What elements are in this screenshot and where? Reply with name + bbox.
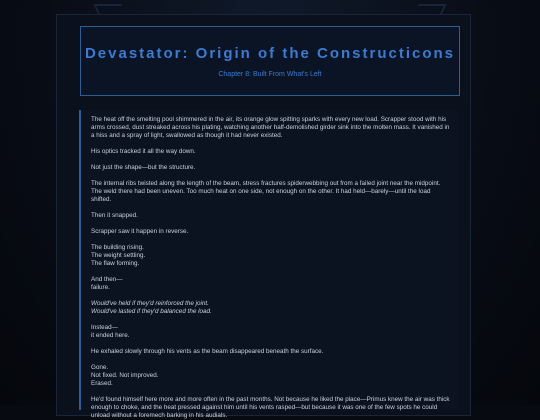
story-line: failure. <box>91 284 110 291</box>
story-line: Not fixed. Not improved. <box>91 372 159 379</box>
story-line: Would've held if they'd reinforced the joint. <box>91 300 209 307</box>
story-paragraph <box>91 324 451 340</box>
story-paragraph <box>91 300 451 316</box>
story-line: Would've lasted if they'd balanced the load. <box>91 308 212 315</box>
chapter-subtitle: Chapter 8: Built From What's Left <box>218 71 322 78</box>
chapter-header <box>80 26 460 96</box>
story-line: Not just the shape—but the structure. <box>91 164 196 171</box>
story-line: Gone. <box>91 364 109 371</box>
story-line: He'd found himself here more and more often in the past months. Not because he liked the place—Primus knew the air was thick enough to choke, and the heat pressed against him until his vents rasped—but because it was one of the few spots he could unload without a foremech barking in his audials. <box>91 396 450 419</box>
story-line: He exhaled slowly through his vents as the beam disappeared beneath the surface. <box>91 348 324 355</box>
story-line: Erased. <box>91 380 113 387</box>
story-line: it ended here. <box>91 332 130 339</box>
story-text <box>79 110 459 419</box>
story-line: Instead— <box>91 324 118 331</box>
story-paragraph <box>91 348 451 356</box>
story-line: The building rising. <box>91 244 144 251</box>
story-paragraph <box>91 228 451 236</box>
story-paragraph <box>91 396 451 420</box>
story-title: Devastator: Origin of the Constructicons <box>84 45 456 62</box>
story-line: His optics tracked it all the way down. <box>91 148 196 155</box>
story-paragraph <box>91 180 451 204</box>
story-line: Scrapper saw it happen in reverse. <box>91 228 189 235</box>
story-line: The flaw forming. <box>91 260 140 267</box>
story-line: The weight settling. <box>91 252 146 259</box>
story-paragraph <box>91 276 451 292</box>
story-line: The heat off the smelting pool shimmered in the air, its orange glow spitting sparks with every new load. Scrapper stood with his arms crossed, dust streaked across his plating, watching another half-demolished girder sink into the molten mass. It vanished in a hiss and a spray of light, swallowed as though it had never existed. <box>91 116 450 139</box>
story-paragraph <box>91 148 451 156</box>
story-paragraph <box>91 164 451 172</box>
story-paragraph <box>91 244 451 268</box>
story-paragraph <box>91 212 451 220</box>
story-paragraph <box>91 364 451 388</box>
story-paragraph <box>91 116 451 140</box>
story-line: Then it snapped. <box>91 212 138 219</box>
story-line: And then— <box>91 276 123 283</box>
story-line: The internal ribs twisted along the length of the beam, stress fractures spiderwebbing out from a failed joint near the midpoint. The weld there had been uneven. Too much heat on one side, not enough on the other. It had held—barely—until the load shifted. <box>91 180 441 203</box>
